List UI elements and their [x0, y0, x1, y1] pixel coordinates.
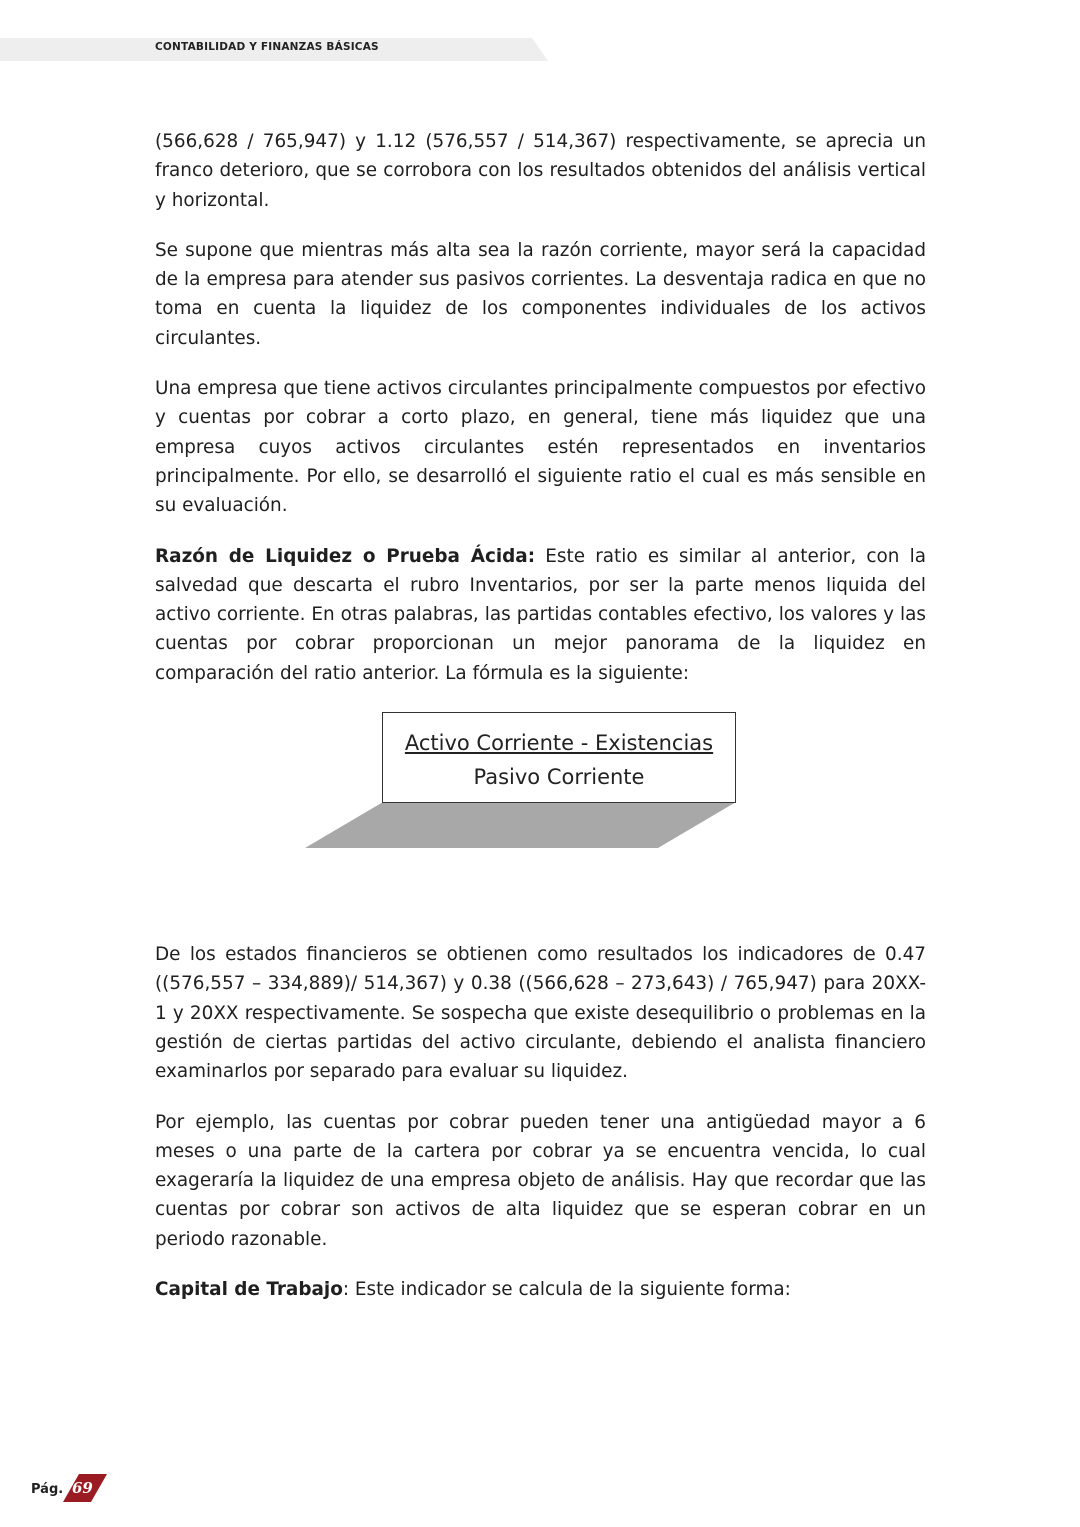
paragraph-receivables-example: Por ejemplo, las cuentas por cobrar pueden tener una antigüedad mayor a 6 meses o una parte de la cartera por cobrar ya se encuentra vencida, lo cual exageraría la liquidez de una empresa objeto de análisis. Hay que recordar que las cuentas por cobrar son activos de alta liquidez que se esperan cobrar en un periodo razonable. — [155, 1111, 926, 1250]
paragraph-liquidity-composition: Una empresa que tiene activos circulantes principalmente compuestos por efectivo y cuentas por cobrar a corto plazo, en general, tiene más liquidez que una empresa cuyos activos circulantes estén representados en inventarios principalmente. Por ello, se desarrolló el siguiente ratio el cual es más sensible en su evaluación. — [155, 378, 926, 517]
formula-numerator: Activo Corriente - Existencias — [404, 731, 714, 756]
acid-test-description: Este ratio es similar al anterior, con la salvedad que descarta el rubro Inventarios, por ser la parte menos liquida del activo corriente. En otras palabras, las partidas contables efectivo, los valores y las cuentas por cobrar proporcionan un mejor panorama de la liquidez en comparación del ratio anterior. La fórmula es la siguiente: — [155, 545, 926, 684]
page-body — [155, 127, 926, 1325]
paragraph-working-capital — [155, 1275, 926, 1304]
acid-test-formula — [155, 712, 926, 928]
page-label: Pág. — [31, 1482, 64, 1497]
paragraph-acid-test — [155, 542, 926, 688]
term-working-capital: Capital de Trabajo — [155, 1279, 343, 1301]
working-capital-description: : Este indicador se calcula de la siguiente forma: — [342, 1279, 791, 1301]
paragraph-current-ratio-conclusion: (566,628 / 765,947) y 1.12 (576,557 / 514,367) respectivamente, se aprecia un franco deterioro, que se corrobora con los resultados obtenidos del análisis vertical y horizontal. — [155, 131, 926, 211]
term-acid-test: Razón de Liquidez o Prueba Ácida: — [155, 545, 536, 567]
formula-shadow — [305, 802, 736, 848]
running-header: CONTABILIDAD Y FINANZAS BÁSICAS — [155, 41, 379, 53]
paragraph-current-ratio-interpretation: Se supone que mientras más alta sea la razón corriente, mayor será la capacidad de la empresa para atender sus pasivos corrientes. La desventaja radica en que no toma en cuenta la liquidez de los componentes individuales de los activos circulantes. — [155, 239, 926, 349]
page-number: 69 — [72, 1479, 93, 1497]
formula-denominator: Pasivo Corriente — [473, 765, 645, 790]
paragraph-acid-test-results: De los estados financieros se obtienen como resultados los indicadores de 0.47 ((576,557 – 334,889)/ 514,367) y 0.38 ((566,628 – 273,643) / 765,947) para 20XX-1 y 20XX respectivamente. Se sospecha que existe desequilibrio o problemas en la gestión de ciertas partidas del activo circulante, debiendo el analista financiero examinarlos por separado para evaluar su liquidez. — [155, 944, 926, 1083]
formula-box — [382, 712, 736, 803]
